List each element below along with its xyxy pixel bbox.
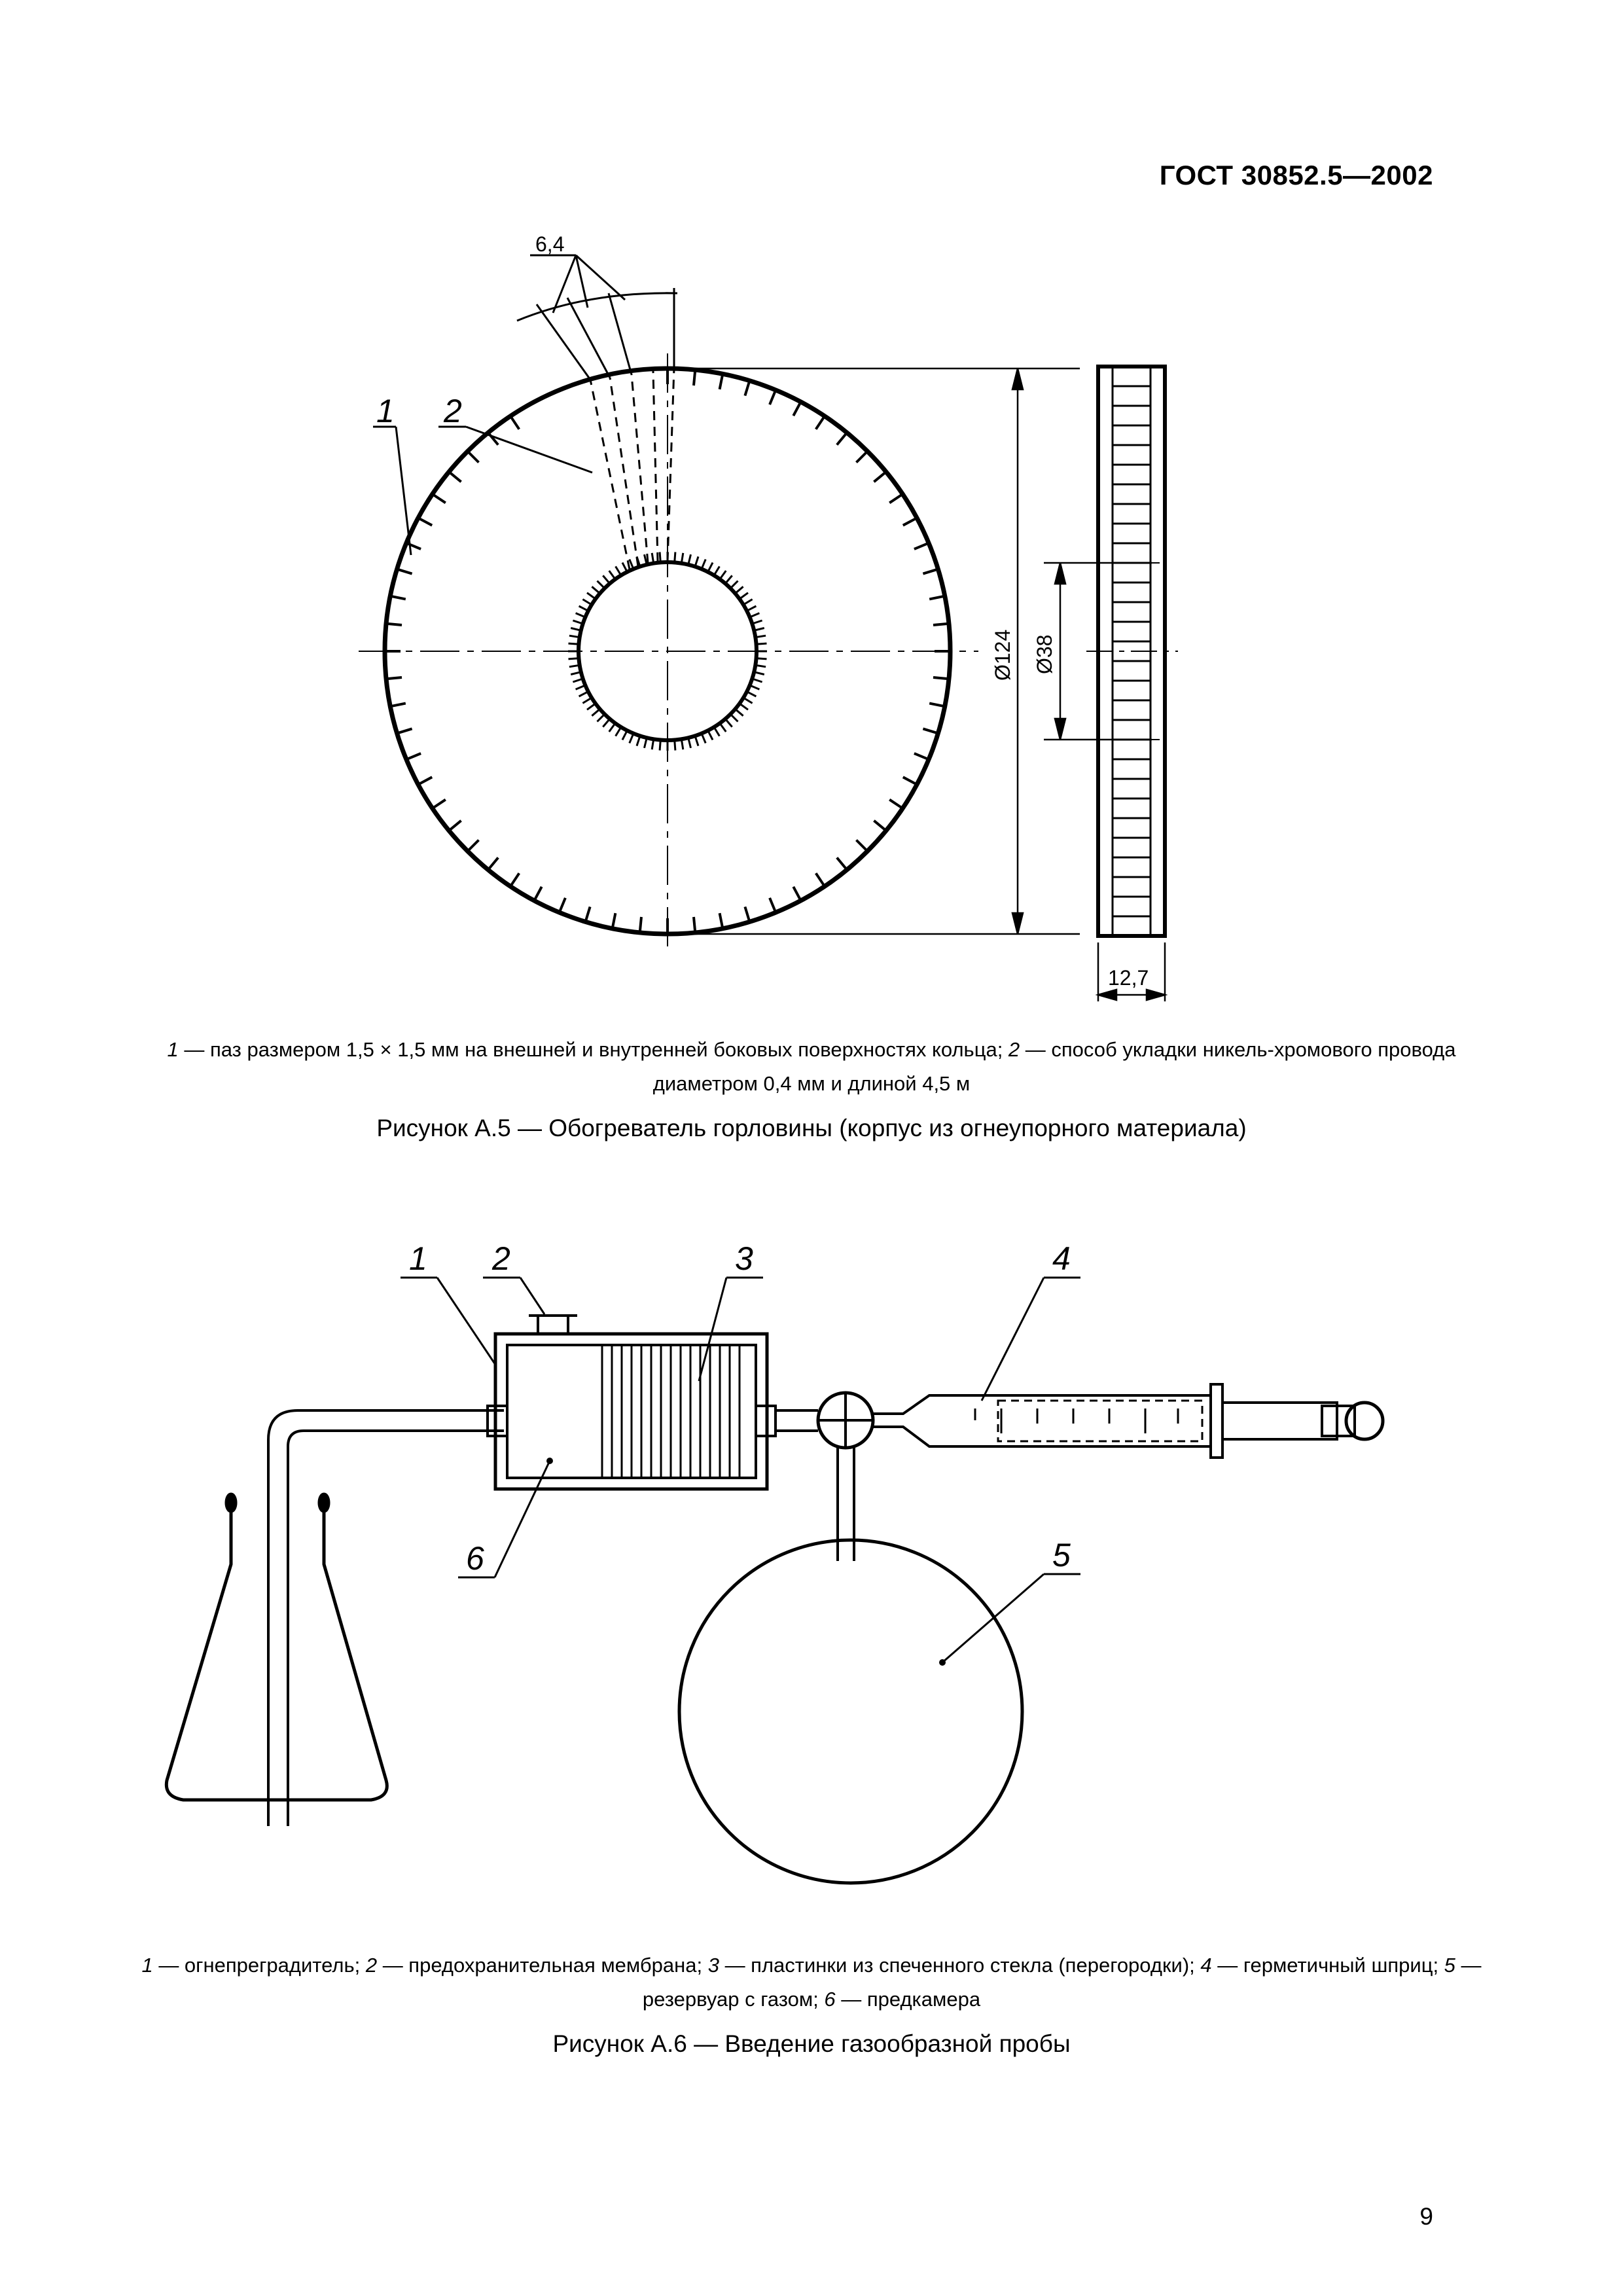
- outer-diameter-label: Ø124: [991, 629, 1014, 681]
- legend-a6-text-4: — герметичный шприц;: [1211, 1954, 1444, 1977]
- ring-heater-front-view: [359, 255, 1165, 1001]
- callout-1: 1: [376, 393, 395, 429]
- figure-a5-legend: [124, 1033, 1499, 1101]
- syringe: [873, 1384, 1383, 1458]
- safety-membrane: [529, 1316, 577, 1334]
- flask: [166, 1494, 387, 1800]
- document-header: ГОСТ 30852.5—2002: [1159, 160, 1433, 190]
- legend-a6-text-2: — предохранительная мембрана;: [377, 1954, 708, 1977]
- figure-a6-drawing: [0, 1211, 1623, 1950]
- legend-a6-num-3: 3: [707, 1954, 719, 1977]
- figure-a6-legend: [124, 1948, 1499, 2017]
- legend-a5-text-2: — способ укладки никель-хромового провода диаметром 0,4 мм и длиной 4,5 м: [652, 1038, 1456, 1095]
- figure-a5-caption: Рисунок А.5 — Обогреватель горловины (корпус из огнеупорного материала): [376, 1115, 1247, 1141]
- legend-a6-text-5: — резервуар с газом;: [642, 1954, 1482, 2011]
- ring-heater-side-view: [1086, 367, 1178, 936]
- legend-a6-text-1: — огнепреградитель;: [152, 1954, 366, 1977]
- dimension-lines: [668, 368, 1165, 1001]
- three-way-valve: [818, 1393, 873, 1448]
- syringe-scale: [975, 1408, 1178, 1433]
- leader-lines: [373, 427, 592, 555]
- wire-laying-pattern: [590, 368, 674, 569]
- legend-a5-text-1: — паз размером 1,5 × 1,5 мм на внешней и внутренней боковых поверхностях кольца;: [178, 1038, 1008, 1061]
- reservoir-stem: [838, 1448, 854, 1561]
- inner-diameter-label: Ø38: [1033, 634, 1056, 674]
- a6-callout-6: 6: [466, 1540, 484, 1577]
- legend-a6-num-5: 5: [1444, 1954, 1455, 1977]
- a6-callout-2: 2: [492, 1240, 510, 1277]
- legend-a6-num-1: 1: [141, 1954, 153, 1977]
- legend-a6-num-6: 6: [824, 1988, 836, 2011]
- figure-a6-caption: Рисунок А.6 — Введение газообразной пробы: [552, 2030, 1071, 2057]
- page-number: 9: [1419, 2203, 1433, 2230]
- a6-callout-1: 1: [409, 1240, 427, 1277]
- legend-a6-text-3: — пластинки из спеченного стекла (перегородки);: [719, 1954, 1201, 1977]
- thickness-label: 12,7: [1108, 966, 1149, 990]
- figure-a5-drawing: [0, 0, 1623, 1021]
- legend-a6-num-2: 2: [365, 1954, 378, 1977]
- a6-callout-5: 5: [1052, 1537, 1071, 1573]
- connector-tube: [776, 1410, 818, 1431]
- a6-callout-4: 4: [1052, 1240, 1071, 1277]
- callout-2: 2: [444, 393, 462, 429]
- a6-callout-3: 3: [735, 1240, 753, 1277]
- legend-a6-text-6: — предкамера: [835, 1988, 981, 2011]
- pitch-dimension-lines: [517, 255, 677, 380]
- inlet-tube: [268, 1410, 504, 1826]
- legend-a6-num-4: 4: [1200, 1954, 1212, 1977]
- flame-arrester: [488, 1316, 776, 1489]
- sintered-glass-plates: [602, 1345, 740, 1478]
- legend-a5-num-2: 2: [1008, 1038, 1020, 1061]
- gas-reservoir: [679, 1540, 1022, 1883]
- legend-a5-num-1: 1: [167, 1038, 179, 1061]
- pitch-dimension-label: 6,4: [535, 232, 565, 256]
